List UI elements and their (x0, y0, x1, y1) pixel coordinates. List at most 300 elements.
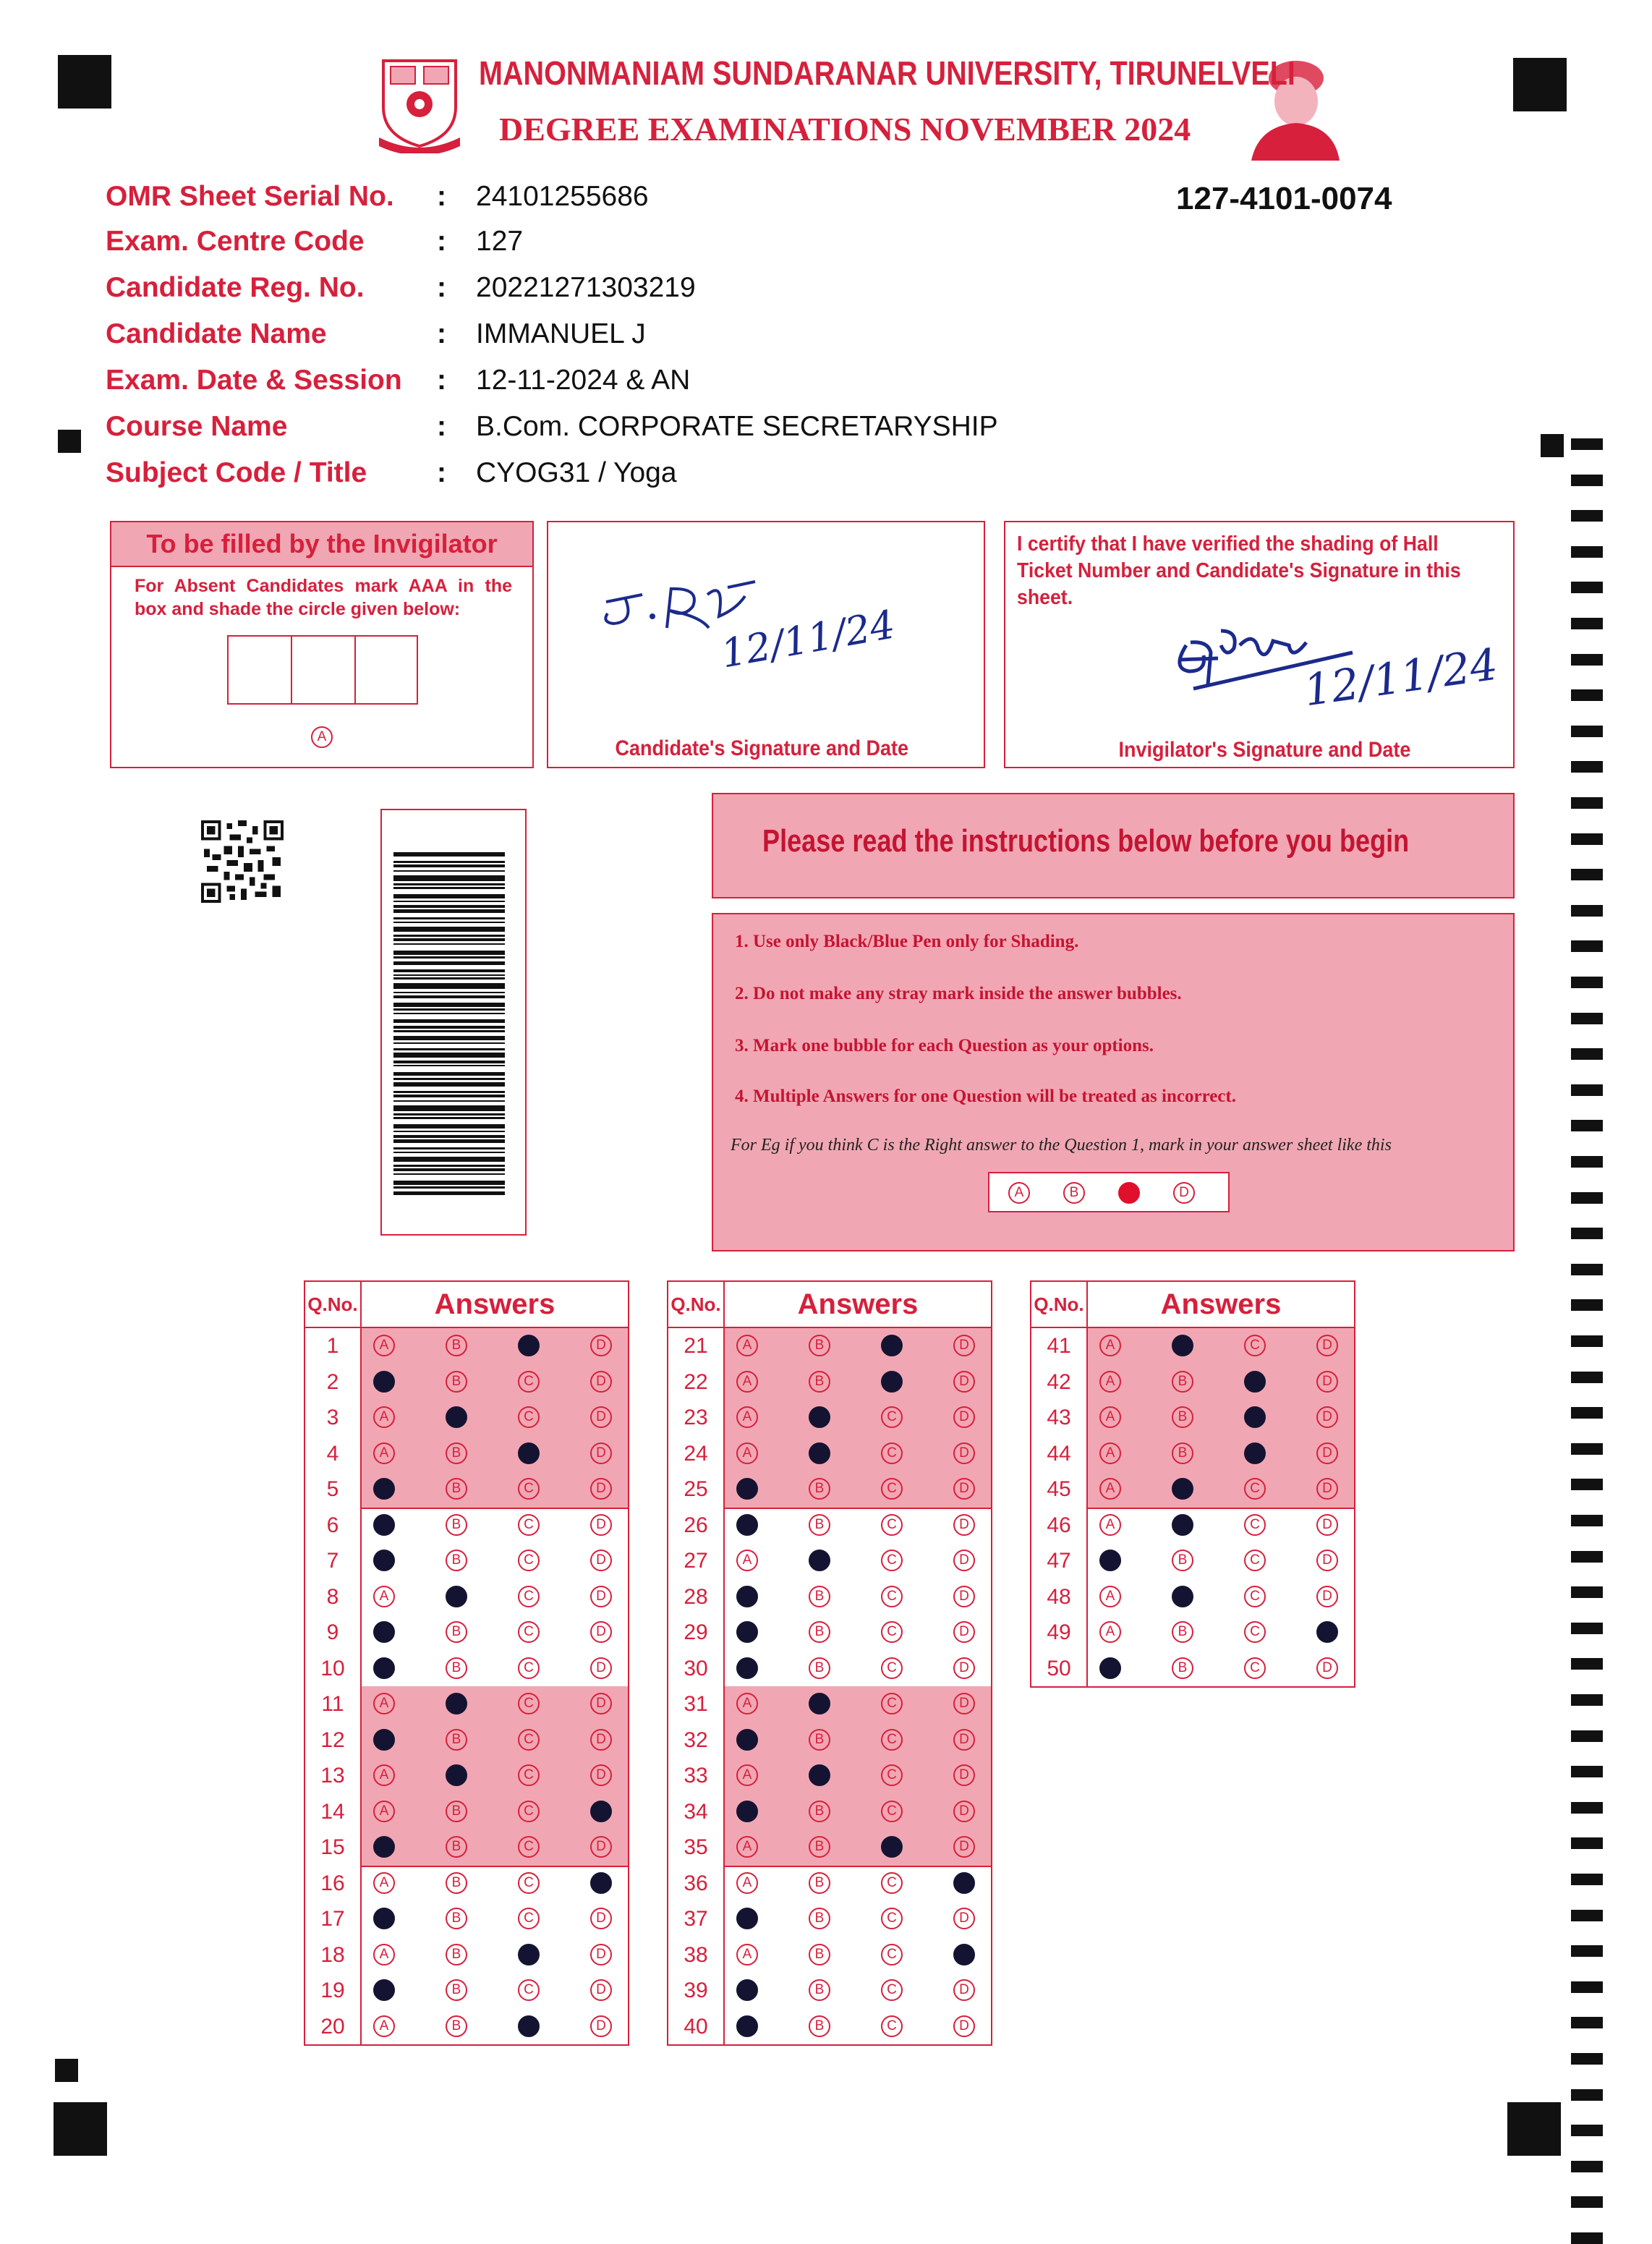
answer-bubble-c[interactable] (518, 2015, 540, 2037)
detail-colon: : (437, 272, 446, 303)
answer-bubble-b[interactable]: B (809, 1586, 830, 1607)
detail-colon: : (437, 181, 446, 212)
answer-bubble-b[interactable] (446, 1764, 467, 1786)
answer-bubble-c[interactable]: C (518, 1836, 540, 1858)
answer-bubble-d[interactable]: D (953, 1801, 975, 1822)
answer-bubble-d[interactable]: D (590, 1944, 612, 1965)
barcode-bar (393, 1147, 505, 1149)
answer-bubble-d[interactable]: D (953, 1693, 975, 1714)
answer-bubble-d[interactable]: D (1316, 1442, 1338, 1464)
answer-bubble-a[interactable] (373, 1908, 395, 1929)
answer-bubble-a[interactable] (736, 1729, 758, 1751)
answer-bubble-a[interactable] (373, 1621, 395, 1643)
answer-bubble-a[interactable] (736, 1979, 758, 2001)
detail-value: 24101255686 (476, 181, 649, 212)
registration-mark (1513, 58, 1567, 111)
answer-bubble-d[interactable] (590, 1801, 612, 1822)
answer-bubble-c[interactable]: C (1244, 1550, 1266, 1571)
answer-bubble-b[interactable]: B (1172, 1406, 1193, 1428)
timing-mark (1571, 2053, 1603, 2065)
instruction-item: 4. Multiple Answers for one Question will be treated as incorrect. (735, 1087, 1236, 1106)
answer-row (1031, 1436, 1354, 1472)
answer-bubble-a[interactable]: A (736, 1406, 758, 1428)
answer-bubble-b[interactable]: B (1172, 1371, 1193, 1393)
answer-bubble-d[interactable] (953, 1944, 975, 1965)
answer-bubble-d[interactable]: D (953, 1550, 975, 1571)
timing-mark (1571, 475, 1603, 486)
answer-bubble-d[interactable]: D (953, 1836, 975, 1858)
answer-bubble-c[interactable]: C (1244, 1621, 1266, 1643)
answer-bubble-b[interactable]: B (446, 2015, 467, 2037)
answer-bubble-b[interactable]: B (446, 1908, 467, 1929)
answer-bubble-c[interactable]: C (1244, 1478, 1266, 1500)
answer-bubble-d[interactable]: D (1316, 1586, 1338, 1607)
answer-bubble-d[interactable]: D (953, 1908, 975, 1929)
question-number: 35 (684, 1835, 708, 1859)
answer-bubble-c[interactable]: C (881, 2015, 903, 2037)
answer-row (305, 1866, 628, 1902)
timing-mark (1571, 2017, 1603, 2028)
question-number: 2 (326, 1369, 339, 1394)
detail-colon: : (437, 411, 446, 442)
answer-bubble-b[interactable] (809, 1693, 830, 1714)
answer-bubble-a[interactable]: A (736, 1371, 758, 1393)
answer-row (668, 2009, 991, 2045)
answer-bubble-c[interactable] (881, 1335, 903, 1356)
answer-bubble-a[interactable] (736, 1621, 758, 1643)
answer-bubble-c[interactable]: C (881, 1406, 903, 1428)
timing-mark (1571, 797, 1603, 809)
answer-row (668, 1722, 991, 1759)
answer-bubble-c[interactable]: C (881, 1764, 903, 1786)
answer-bubble-b[interactable]: B (809, 1514, 830, 1536)
answer-bubble-c[interactable]: C (518, 1764, 540, 1786)
instructions-heading: Please read the instructions below before you begin (762, 823, 1410, 859)
timing-mark (1571, 1802, 1603, 1814)
question-number: 50 (1047, 1656, 1071, 1680)
candidate-date: 12/11/24 (718, 601, 899, 677)
answer-bubble-a[interactable] (736, 1586, 758, 1607)
answer-row (305, 1400, 628, 1436)
answer-bubble-d[interactable]: D (590, 1908, 612, 1929)
answer-bubble-a[interactable]: A (373, 1442, 395, 1464)
timing-mark (1571, 1443, 1603, 1455)
answer-bubble-d[interactable]: D (590, 1478, 612, 1500)
barcode-bar (393, 1053, 505, 1058)
question-number: 3 (326, 1406, 339, 1429)
answer-bubble-c[interactable]: C (518, 1586, 540, 1607)
absent-bubble[interactable]: A (311, 726, 333, 748)
absent-instruction: For Absent Candidates mark AAA in the box and shade the circle given below: (135, 576, 512, 619)
answer-bubble-d[interactable]: D (953, 1478, 975, 1500)
barcode-bar (393, 1105, 505, 1111)
answer-bubble-d[interactable]: D (953, 2015, 975, 2037)
answer-bubble-c[interactable]: C (881, 1979, 903, 2001)
question-number: 15 (320, 1835, 345, 1859)
answer-bubble-b[interactable]: B (809, 1944, 830, 1965)
example-bubble-d: D (1173, 1182, 1195, 1204)
answer-bubble-a[interactable]: A (373, 1406, 395, 1428)
answer-bubble-a[interactable] (736, 1514, 758, 1536)
answer-row (668, 1866, 991, 1902)
question-number: 48 (1047, 1584, 1071, 1609)
answer-bubble-c[interactable]: C (881, 1693, 903, 1714)
answer-bubble-b[interactable]: B (446, 1442, 467, 1464)
answer-bubble-c[interactable] (881, 1371, 903, 1393)
answer-bubble-b[interactable]: B (809, 1836, 830, 1858)
answer-row (668, 1651, 991, 1687)
answer-bubble-a[interactable] (373, 1979, 395, 2001)
answer-bubble-a[interactable] (1099, 1550, 1121, 1571)
answer-bubble-c[interactable]: C (518, 1872, 540, 1894)
answer-bubble-d[interactable]: D (953, 1621, 975, 1643)
answer-bubble-a[interactable] (373, 1371, 395, 1393)
answer-bubble-d[interactable]: D (953, 1442, 975, 1464)
answer-row (1031, 1471, 1354, 1508)
barcode-bar (393, 969, 505, 972)
barcode-bar (393, 1030, 505, 1032)
answer-bubble-a[interactable]: A (1099, 1478, 1121, 1500)
answer-bubble-a[interactable]: A (1099, 1406, 1121, 1428)
answer-bubble-c[interactable]: C (881, 1657, 903, 1679)
barcode-bar (393, 992, 505, 993)
answer-row (668, 1829, 991, 1866)
answer-bubble-b[interactable]: B (809, 1729, 830, 1751)
answer-bubble-c[interactable]: C (881, 1729, 903, 1751)
answer-bubble-b[interactable]: B (809, 1657, 830, 1679)
answer-bubble-c[interactable]: C (881, 1944, 903, 1965)
answer-bubble-a[interactable]: A (373, 2015, 395, 2037)
answer-bubble-a[interactable]: A (736, 1764, 758, 1786)
answer-bubble-a[interactable] (373, 1514, 395, 1536)
answer-bubble-a[interactable]: A (736, 1944, 758, 1965)
barcode-bar (393, 995, 505, 998)
answer-bubble-d[interactable]: D (953, 1586, 975, 1607)
answer-bubble-d[interactable]: D (1316, 1514, 1338, 1536)
answer-bubble-d[interactable]: D (953, 1979, 975, 2001)
barcode-bar (393, 1082, 505, 1087)
answer-bubble-c[interactable] (1244, 1406, 1266, 1428)
answer-bubble-d[interactable]: D (1316, 1657, 1338, 1679)
question-number: 10 (320, 1656, 345, 1680)
answer-bubble-c[interactable]: C (518, 1729, 540, 1751)
answer-bubble-d[interactable]: D (590, 1442, 612, 1464)
answer-bubble-b[interactable] (446, 1586, 467, 1607)
answer-bubble-b[interactable]: B (809, 1478, 830, 1500)
answer-bubble-b[interactable] (809, 1764, 830, 1786)
barcode-bar (393, 1003, 505, 1007)
answer-bubble-b[interactable]: B (809, 1371, 830, 1393)
answer-bubble-a[interactable] (373, 1836, 395, 1858)
barcode-bar (393, 1061, 505, 1063)
answer-bubble-a[interactable]: A (1099, 1586, 1121, 1607)
answer-row (668, 1901, 991, 1937)
answer-bubble-a[interactable]: A (736, 1442, 758, 1464)
answer-grid (1030, 1280, 1355, 1688)
answer-bubble-a[interactable]: A (1099, 1442, 1121, 1464)
answer-bubble-a[interactable]: A (1099, 1335, 1121, 1356)
answer-bubble-b[interactable]: B (1172, 1550, 1193, 1571)
answer-bubble-d[interactable]: D (590, 1764, 612, 1786)
answer-bubble-d[interactable]: D (590, 1979, 612, 2001)
answer-bubble-a[interactable] (736, 1908, 758, 1929)
invigilator-date: 12/11/24 (1300, 639, 1502, 717)
answer-bubble-d[interactable] (1316, 1621, 1338, 1643)
answer-bubble-b[interactable]: B (446, 1514, 467, 1536)
answer-bubble-d[interactable]: D (953, 1657, 975, 1679)
answer-row (1031, 1579, 1354, 1615)
answer-bubble-a[interactable] (373, 1657, 395, 1679)
answer-bubble-a[interactable]: A (736, 1836, 758, 1858)
answer-bubble-d[interactable]: D (590, 2015, 612, 2037)
barcode-bar (393, 1117, 505, 1119)
answer-bubble-d[interactable]: D (590, 1693, 612, 1714)
barcode-bar (393, 1091, 505, 1093)
answer-bubble-b[interactable]: B (446, 1478, 467, 1500)
answer-bubble-a[interactable] (373, 1729, 395, 1751)
answer-bubble-d[interactable]: D (1316, 1335, 1338, 1356)
answer-bubble-c[interactable]: C (1244, 1657, 1266, 1679)
barcode-bar (393, 1065, 505, 1066)
answer-row (305, 1328, 628, 1364)
answer-bubble-a[interactable]: A (373, 1764, 395, 1786)
answer-bubble-a[interactable]: A (373, 1872, 395, 1894)
answer-bubble-c[interactable]: C (881, 1442, 903, 1464)
answer-bubble-b[interactable]: B (1172, 1621, 1193, 1643)
answer-bubble-a[interactable] (373, 1550, 395, 1571)
question-number: 25 (684, 1477, 708, 1501)
qr-code (201, 820, 284, 903)
barcode-bar (393, 894, 505, 898)
answer-bubble-c[interactable]: C (881, 1586, 903, 1607)
answer-bubble-c[interactable]: C (518, 1621, 540, 1643)
answer-bubble-c[interactable]: C (518, 1693, 540, 1714)
answer-bubble-d[interactable]: D (590, 1514, 612, 1536)
timing-mark (1571, 1910, 1603, 1921)
answer-bubble-c[interactable] (518, 1442, 540, 1464)
answer-bubble-b[interactable]: B (446, 1801, 467, 1822)
answer-bubble-a[interactable]: A (736, 1872, 758, 1894)
barcode-bar (393, 1157, 505, 1162)
question-number: 7 (326, 1549, 339, 1573)
answer-bubble-d[interactable]: D (953, 1335, 975, 1356)
answer-bubble-d[interactable]: D (590, 1371, 612, 1393)
answer-bubble-c[interactable]: C (1244, 1586, 1266, 1607)
question-number: 44 (1047, 1441, 1071, 1466)
answer-bubble-c[interactable]: C (518, 1657, 540, 1679)
answer-row (305, 1829, 628, 1866)
answer-bubble-a[interactable]: A (1099, 1621, 1121, 1643)
answer-bubble-a[interactable] (1099, 1657, 1121, 1679)
answer-bubble-d[interactable]: D (590, 1406, 612, 1428)
answer-bubble-a[interactable]: A (736, 1550, 758, 1571)
barcode-bar (393, 917, 505, 919)
answer-bubble-b[interactable] (809, 1406, 830, 1428)
answer-bubble-c[interactable] (518, 1335, 540, 1356)
answer-bubble-d[interactable]: D (590, 1550, 612, 1571)
answer-bubble-b[interactable]: B (446, 1657, 467, 1679)
answer-bubble-a[interactable]: A (1099, 1514, 1121, 1536)
answer-bubble-c[interactable] (1244, 1371, 1266, 1393)
barcode-bar (393, 1100, 505, 1102)
answer-bubble-c[interactable]: C (881, 1478, 903, 1500)
answer-bubble-c[interactable]: C (518, 1514, 540, 1536)
answer-row (305, 1794, 628, 1830)
answer-bubble-c[interactable] (881, 1836, 903, 1858)
answer-bubble-c[interactable]: C (881, 1514, 903, 1536)
answer-bubble-a[interactable]: A (373, 1586, 395, 1607)
answer-bubble-b[interactable]: B (809, 2015, 830, 2037)
answer-bubble-b[interactable]: B (1172, 1657, 1193, 1679)
answer-bubble-c[interactable] (1244, 1442, 1266, 1464)
answer-bubble-b[interactable]: B (446, 1371, 467, 1393)
answer-bubble-c[interactable]: C (881, 1908, 903, 1929)
answer-bubble-a[interactable]: A (736, 1335, 758, 1356)
barcode-bar (393, 1048, 505, 1050)
barcode-bar (393, 974, 505, 976)
detail-colon: : (437, 318, 446, 349)
timing-mark (1571, 582, 1603, 593)
timing-mark (1571, 1981, 1603, 1993)
answer-bubble-b[interactable]: B (809, 1908, 830, 1929)
timing-mark (1571, 1192, 1603, 1204)
answer-bubble-c[interactable]: C (518, 1478, 540, 1500)
answer-bubble-c[interactable]: C (518, 1908, 540, 1929)
answer-bubble-c[interactable]: C (881, 1550, 903, 1571)
answer-bubble-d[interactable] (590, 1872, 612, 1894)
answer-bubble-b[interactable]: B (809, 1801, 830, 1822)
answer-bubble-b[interactable]: B (809, 1979, 830, 2001)
answer-bubble-d[interactable]: D (590, 1621, 612, 1643)
answer-bubble-d[interactable]: D (590, 1729, 612, 1751)
barcode-bar (393, 901, 505, 902)
question-number: 31 (684, 1692, 708, 1716)
answer-bubble-b[interactable] (809, 1442, 830, 1464)
answer-bubble-a[interactable]: A (373, 1335, 395, 1356)
answer-bubble-d[interactable]: D (953, 1764, 975, 1786)
answer-bubble-a[interactable]: A (373, 1801, 395, 1822)
answer-bubble-a[interactable]: A (373, 1944, 395, 1965)
university-emblem (376, 56, 463, 153)
barcode-bar (393, 1165, 505, 1167)
answer-bubble-b[interactable]: B (446, 1621, 467, 1643)
answer-bubble-b[interactable] (1172, 1478, 1193, 1500)
answer-bubble-a[interactable] (736, 1478, 758, 1500)
answer-bubble-c[interactable]: C (881, 1801, 903, 1822)
answer-bubble-d[interactable]: D (1316, 1550, 1338, 1571)
timing-mark (1571, 2232, 1603, 2244)
answer-bubble-b[interactable] (446, 1406, 467, 1428)
registration-mark (1541, 434, 1564, 457)
answer-bubble-a[interactable] (736, 1657, 758, 1679)
question-number: 43 (1047, 1406, 1071, 1429)
answer-bubble-d[interactable]: D (590, 1836, 612, 1858)
answer-bubble-d[interactable]: D (1316, 1478, 1338, 1500)
answer-bubble-a[interactable] (736, 2015, 758, 2037)
answer-bubble-c[interactable]: C (881, 1621, 903, 1643)
answer-bubble-d[interactable]: D (1316, 1371, 1338, 1393)
timing-mark (1571, 2089, 1603, 2101)
answer-bubble-d[interactable]: D (590, 1586, 612, 1607)
answer-bubble-b[interactable]: B (446, 1836, 467, 1858)
answer-bubble-c[interactable]: C (518, 1371, 540, 1393)
answer-row (1031, 1543, 1354, 1579)
answer-bubble-d[interactable]: D (953, 1371, 975, 1393)
answer-bubble-b[interactable]: B (809, 1872, 830, 1894)
question-number: 45 (1047, 1477, 1071, 1501)
question-number: 32 (684, 1727, 708, 1752)
answer-bubble-d[interactable]: D (1316, 1406, 1338, 1428)
instruction-item: 1. Use only Black/Blue Pen only for Shading. (735, 932, 1079, 951)
answer-bubble-c[interactable]: C (518, 1979, 540, 2001)
answer-row (668, 1328, 991, 1364)
answer-bubble-c[interactable]: C (1244, 1514, 1266, 1536)
timing-mark (1571, 546, 1603, 558)
answer-bubble-b[interactable] (1172, 1586, 1193, 1607)
answer-bubble-b[interactable]: B (446, 1944, 467, 1965)
registration-mark (55, 2059, 78, 2082)
timing-mark (1571, 1694, 1603, 1706)
answer-bubble-b[interactable]: B (809, 1335, 830, 1356)
answer-bubble-b[interactable]: B (446, 1872, 467, 1894)
answer-bubble-b[interactable] (1172, 1514, 1193, 1536)
answer-row (668, 1400, 991, 1436)
answer-bubble-d[interactable]: D (953, 1406, 975, 1428)
answer-bubble-a[interactable]: A (736, 1693, 758, 1714)
answer-bubble-d[interactable]: D (953, 1729, 975, 1751)
answer-bubble-c[interactable]: C (881, 1872, 903, 1894)
question-number: 39 (684, 1979, 708, 2002)
barcode-bar (393, 1095, 505, 1097)
qno-header: Q.No. (668, 1282, 725, 1327)
timing-mark (1571, 869, 1603, 880)
answer-row (668, 1794, 991, 1830)
answer-bubble-c[interactable]: C (518, 1801, 540, 1822)
answer-bubble-c[interactable]: C (518, 1406, 540, 1428)
answer-bubble-b[interactable]: B (809, 1621, 830, 1643)
answer-bubble-b[interactable] (1172, 1335, 1193, 1356)
question-number: 47 (1047, 1549, 1071, 1573)
answer-bubble-b[interactable]: B (446, 1979, 467, 2001)
question-number: 33 (684, 1764, 708, 1788)
answer-bubble-b[interactable]: B (446, 1550, 467, 1571)
answer-bubble-a[interactable] (373, 1478, 395, 1500)
answer-bubble-b[interactable]: B (1172, 1442, 1193, 1464)
answer-bubble-c[interactable]: C (518, 1550, 540, 1571)
answer-bubble-d[interactable] (953, 1872, 975, 1894)
question-number: 6 (326, 1513, 339, 1537)
timing-mark (1571, 1228, 1603, 1239)
barcode-bar (393, 887, 505, 889)
answer-bubble-d[interactable]: D (953, 1514, 975, 1536)
answer-bubble-c[interactable]: C (1244, 1335, 1266, 1356)
answer-bubble-a[interactable] (736, 1801, 758, 1822)
registration-mark (58, 55, 111, 109)
answers-header: Answers (797, 1288, 919, 1320)
answer-bubble-d[interactable]: D (590, 1657, 612, 1679)
answer-bubble-b[interactable] (809, 1550, 830, 1571)
answer-bubble-a[interactable]: A (373, 1693, 395, 1714)
instruction-item: 2. Do not make any stray mark inside the answer bubbles. (735, 984, 1182, 1003)
answer-bubble-b[interactable]: B (446, 1729, 467, 1751)
answer-bubble-a[interactable]: A (1099, 1371, 1121, 1393)
answer-row (668, 1937, 991, 1973)
answer-bubble-b[interactable]: B (446, 1335, 467, 1356)
answer-bubble-d[interactable]: D (590, 1335, 612, 1356)
answer-bubble-c[interactable] (518, 1944, 540, 1965)
question-number: 22 (684, 1369, 708, 1394)
answer-bubble-b[interactable] (446, 1693, 467, 1714)
